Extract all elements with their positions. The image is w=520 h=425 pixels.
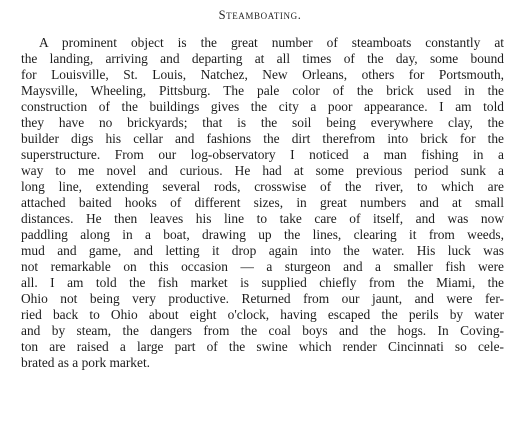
section-heading: Steamboating.	[218, 8, 302, 22]
paragraph-line: not remarkable on this occasion — a sturgeon and a smaller fish were	[21, 259, 504, 274]
paragraph-line: paddling along in a boat, drawing up the lines, clearing it from weeds,	[21, 227, 504, 242]
paragraph-line: the landing, arriving and departing at all times of the day, some bound	[21, 51, 504, 66]
paragraph-line: builder digs his cellar and fashions the dirt therefrom into brick for the	[21, 131, 504, 146]
paragraph-line: distances. He then leaves his line to take care of itself, and was now	[21, 211, 504, 226]
paragraph-line: Maysville, Wheeling, Pittsburg. The pale color of the brick used in the	[21, 83, 504, 98]
paragraph-line: A prominent object is the great number of steamboats constantly at	[39, 35, 504, 50]
paragraph-line: they have no brickyards; that is the soil being everywhere clay, the	[21, 115, 504, 130]
paragraph-line: and by steam, the dangers from the coal boys and the hogs. In Coving-	[21, 323, 504, 338]
paragraph-line: ried back to Ohio about eight o'clock, having escaped the perils by water	[21, 307, 504, 322]
paragraph-line: ton are raised a large part of the swine which render Cincinnati so cele-	[21, 339, 504, 354]
paragraph-line: way to me novel and curious. He had at some previous period sunk a	[21, 163, 504, 178]
paragraph-line: attached baited hooks of different sizes, in great numbers and at small	[21, 195, 504, 210]
paragraph-line: brated as a pork market.	[21, 355, 151, 370]
paragraph-line: construction of the buildings gives the city a poor appearance. I am told	[21, 99, 504, 114]
paragraph-line: long line, extending several rods, crosswise of the river, to which are	[21, 179, 504, 194]
paragraph-line: superstructure. From our log-observatory I noticed a man fishing in a	[21, 147, 504, 162]
paragraph-line: for Louisville, St. Louis, Natchez, New Orleans, others for Portsmouth,	[21, 67, 504, 82]
paragraph-line: Ohio not being very productive. Returned from our jaunt, and were fer-	[21, 291, 504, 306]
paragraph-line: all. I am told the fish market is supplied chiefly from the Miami, the	[21, 275, 504, 290]
paragraph-line: mud and game, and letting it drop again into the water. His luck was	[21, 243, 504, 258]
